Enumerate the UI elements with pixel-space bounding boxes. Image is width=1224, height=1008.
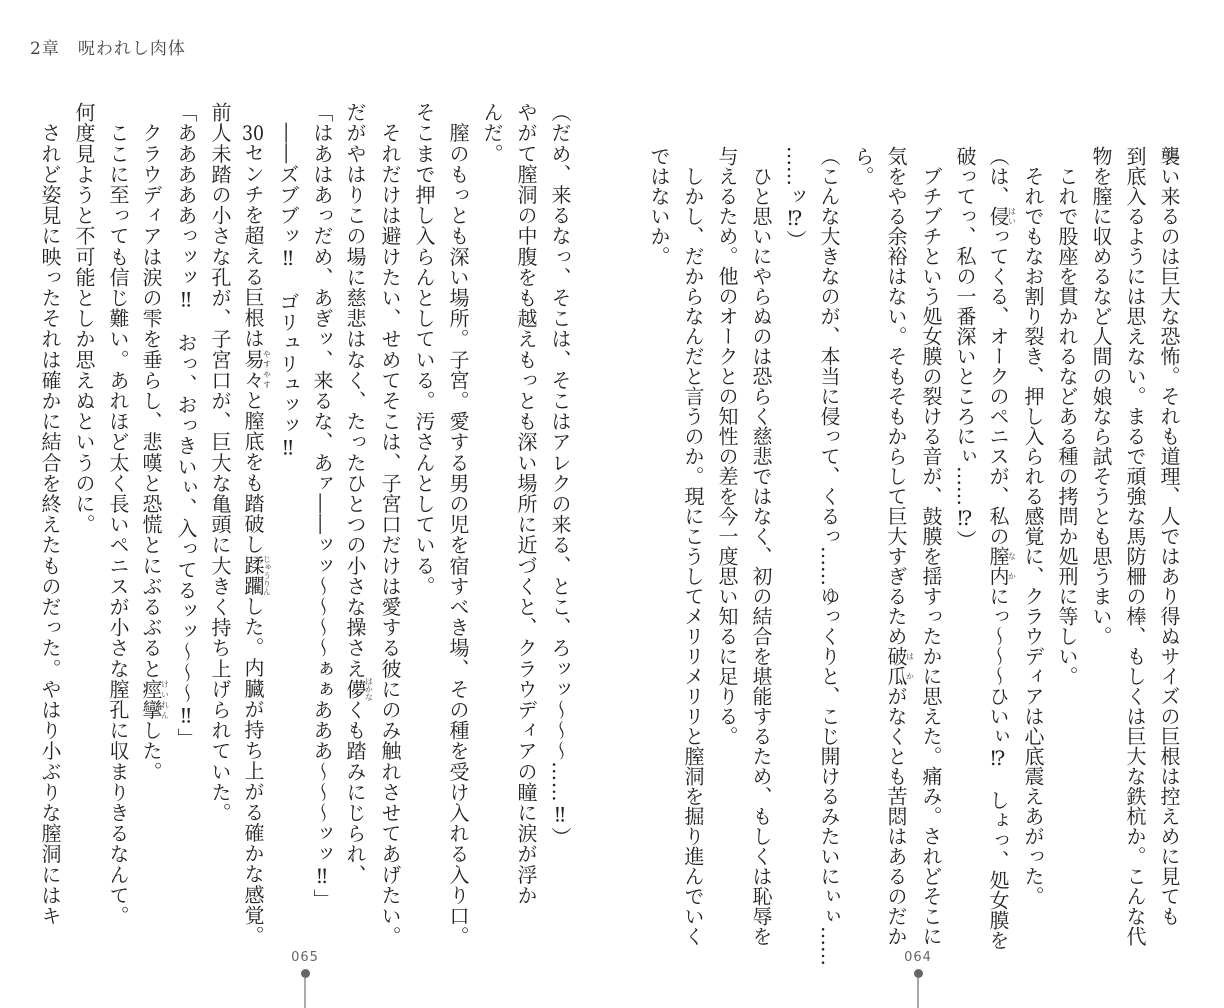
text-line: それでもなお割り裂き、押し入られる感覚に、クラウディアは心底震えあがった。 (1021, 146, 1045, 906)
text-line: だがやはりこの場に慈悲はなく、たったひとつの小さな操さえ儚はかなくも踏みにじられ、 (343, 102, 374, 885)
text-line: ――ズブブッ‼ ゴリュリュッッ‼ (276, 102, 300, 461)
folio-dot (301, 969, 310, 978)
folio-dot (914, 969, 923, 978)
page-number-065 (285, 950, 325, 1008)
text-line: 前人未踏の小さな孔が、子宮口が、巨大な亀頭に大きく持ち上げられていた。 (208, 102, 232, 823)
text-line: ではないか。 (647, 146, 671, 266)
ruby-word: 膣内なか (986, 546, 1017, 586)
folio-line (917, 978, 919, 1008)
text-line: やがて膣洞の中腹をも越えもっとも深い場所に近づくと、クラウディアの瞳に涙が浮か (514, 102, 538, 906)
ruby-word: 儚はかな (343, 677, 374, 702)
folio-label: 064 (904, 950, 932, 965)
text-line: 到底入るようには思えない。まるで頑強な馬防柵の棒、もしくは巨大な鉄杭か。こんな代 (1123, 146, 1147, 946)
text-line: 襲い来るのは巨大な恐怖。それも道理、人ではあり得ぬサイズの巨根は控えめに見ても (1157, 146, 1181, 926)
text-line: ら。 (851, 146, 875, 186)
text-line: 30センチを超える巨根は易々やすやすと膣底をも踏破し蹂躙じゅうりんした。内臓が持ち上がる確かな感覚。 (241, 122, 272, 947)
text-line: （こんな大きなのが、本当に侵って、くるっ……ゆっくりと、こじ開けるみたいにぃぃ…… (817, 146, 841, 966)
text-line: 膣のもっとも深い場所。子宮。愛する男の児を宿すべき場、その種を受け入れる入り口。 (446, 102, 470, 947)
text-line: されど姿見に映ったそれは確かに結合を終えたものだった。やはり小ぶりな膣洞にはキ (38, 102, 62, 926)
running-header: 2章 呪われし肉体 (30, 39, 186, 59)
text-line: んだ。 (480, 102, 504, 164)
text-line: これで股座を貫かれるなどある種の拷問か処刑に等しい。 (1055, 146, 1079, 686)
text-line: ひと思いにやらぬのは恐らく慈悲ではなく、初の結合を堪能するため、もしくは恥辱を (749, 146, 773, 946)
folio-label: 065 (291, 950, 319, 965)
ruby-word: 侵はい (986, 206, 1017, 226)
text-line: （は、侵はいってくる、オークのペニスが、私の膣内なかにっ～～～ひいぃ⁉ しょっ、処女膜を (986, 146, 1017, 950)
text-line: 物を膣に収めるなど人間の娘なら試そうとも思うまい。 (1089, 146, 1113, 646)
text-line: 破ってっ、私の一番深いところにぃ……⁉） (953, 146, 977, 550)
ruby-word: 蹂躙じゅうりん (241, 554, 272, 596)
text-line: そこまで押し入らんとしている。汚さんとしている。 (412, 102, 436, 597)
text-line: 何度見ようと不可能としか思えぬというのに。 (72, 102, 96, 535)
text-line: 与えるため。他のオークとの知性の差を今一度思い知るに足りる。 (715, 146, 739, 746)
left-page-text (33, 102, 577, 947)
text-line: ブチブチという処女膜の裂ける音が、鼓膜を揺すったかに思えた。痛み。されどそこに (919, 146, 943, 946)
folio-line (304, 978, 306, 1008)
text-line: クラウディアは涙の雫を垂らし、悲嘆と恐慌とにぶるぶると痙攣けいれんした。 (139, 102, 170, 782)
text-line: それだけは避けたい、せめてそこは、子宮口だけは愛する彼にのみ触れさせてあげたい。 (378, 102, 402, 947)
ruby-word: 痙攣けいれん (139, 678, 170, 721)
text-line: ここに至っても信じ難い。あれほど太く長いペニスが小さな膣孔に収まりきるなんて。 (106, 102, 130, 926)
text-line: ……ッ⁉） (783, 146, 807, 250)
text-line: （だめ、来るなっ、そこは、そこはアレクの来る、とこ、ろッッ～～～……‼） (548, 102, 572, 848)
text-line: 「はあはあっだめ、あぎッ、来るな、あァ――ッッ～～～～ぁぁあああ～～～ッッ‼」 (310, 102, 334, 910)
ruby-word: 易々やすやす (241, 348, 272, 390)
text-line: 「あああああっッッ‼ おっ、おっきいぃ、入ってるッッ～～～‼」 (174, 102, 198, 749)
page-number-064 (898, 950, 938, 1008)
text-line: しかし、だからなんだと言うのか。現にこうしてメリリメリリと膣洞を掘り進んでいく (681, 146, 705, 946)
text-line: 気をやる余裕はない。そもそもからして巨大すぎるため破瓜はかがなくとも苦悶はあるのだか (884, 146, 915, 946)
ruby-word: 破瓜はか (884, 646, 915, 686)
tate-chu-yoko: 30 (242, 122, 264, 143)
